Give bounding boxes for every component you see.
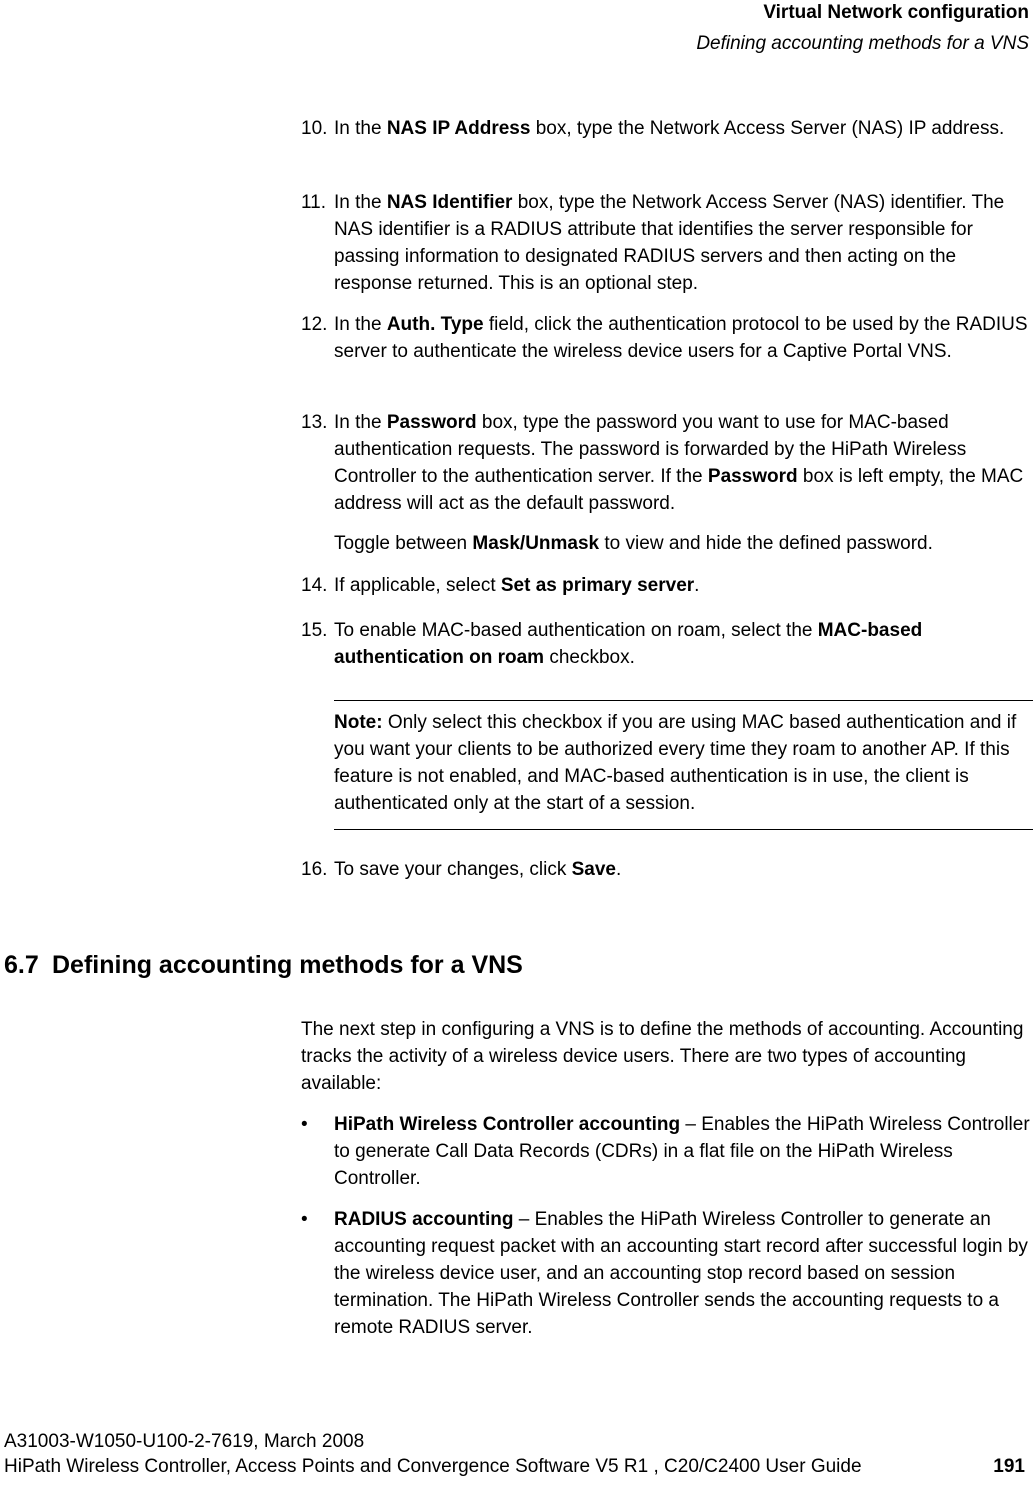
step-11: 11. In the NAS Identifier box, type the Network Access Server (NAS) identifier. The NAS identifier is a RADIUS attribute that identifies the server responsible for passing information to designated RADIUS servers and then acting on the response returned. This is an optional step. [301, 189, 1033, 297]
ui-label: MAC-based authentication on roam [334, 620, 923, 668]
bullet-icon: • [301, 1209, 308, 1230]
step-12: 12. In the Auth. Type field, click the authentication protocol to be used by the RADIUS server to authenticate the wireless device users for a Captive Portal VNS. [301, 311, 1033, 365]
ui-label: Auth. Type [386, 314, 484, 335]
section-heading [4, 951, 523, 980]
ui-label: Save [571, 859, 616, 880]
page-number: 191 [993, 1456, 1025, 1477]
section-number: 6.7 [4, 951, 39, 979]
step-10: 10. In the NAS IP Address box, type the Network Access Server (NAS) IP address. [301, 115, 1033, 142]
toggle-paragraph: Toggle between Mask/Unmask to view and hide the defined password. [334, 533, 933, 554]
ui-label: Mask [472, 533, 520, 554]
step-number: 12. [301, 314, 328, 335]
footer-doc-id: A31003-W1050-U100-2-7619, March 2008 [4, 1431, 365, 1452]
bullet-term: RADIUS accounting [334, 1209, 514, 1230]
bullet-icon: • [301, 1114, 308, 1135]
note-box [334, 700, 1033, 830]
step-16: 16. To save your changes, click Save. [301, 856, 1033, 883]
bullet-item: • RADIUS accounting – Enables the HiPath Wireless Controller to generate an accounting request packet with an accounting start record after successful login by the wireless device user, and an accounting stop record based on session termination. The HiPath Wireless Controller sends the accounting requests to a remote RADIUS server. [301, 1206, 1033, 1341]
ui-label: Password [386, 412, 477, 433]
note-text: Only select this checkbox if you are using MAC based authentication and if you want your clients to be authorized every time they roam to another AP. If this feature is not enabled, and MAC-based authentication is in use, the client is authenticated only at the start of a session. [334, 712, 1017, 814]
step-number: 11. [301, 192, 327, 213]
step-number: 14. [301, 575, 328, 596]
footer-guide-title: HiPath Wireless Controller, Access Points and Convergence Software V5 R1 , C20/C2400 User Guide [4, 1456, 862, 1477]
bullet-item: • HiPath Wireless Controller accounting – Enables the HiPath Wireless Controller to generate Call Data Records (CDRs) in a flat file on the HiPath Wireless Controller. [301, 1111, 1033, 1192]
ui-label: Unmask [525, 533, 600, 554]
step-number: 15. [301, 620, 328, 641]
step-number: 13. [301, 412, 328, 433]
section-title-text: Defining accounting methods for a VNS [52, 951, 523, 979]
note-label: Note: [334, 712, 383, 733]
intro-paragraph: The next step in configuring a VNS is to define the methods of accounting. Accounting tracks the activity of a wireless device users. There are two types of accounting available: [301, 1019, 1024, 1094]
step-13: 13. In the Password box, type the password you want to use for MAC-based authentication requests. The password is forwarded by the HiPath Wireless Controller to the authentication server. If the Password box is left empty, the MAC address will act as the default password. [301, 409, 1033, 517]
ui-label: NAS Identifier [386, 192, 513, 213]
step-number: 10. [301, 118, 328, 139]
ui-label: Password [707, 466, 798, 487]
running-header-title: Virtual Network configuration [763, 2, 1029, 23]
step-number: 16. [301, 859, 328, 880]
running-header-subtitle: Defining accounting methods for a VNS [696, 33, 1029, 54]
bullet-term: HiPath Wireless Controller accounting [334, 1114, 681, 1135]
ui-label: NAS IP Address [386, 118, 531, 139]
step-15: 15. To enable MAC-based authentication on roam, select the MAC-based authentication on roam checkbox. [301, 617, 1033, 671]
step-14: 14. If applicable, select Set as primary server. [301, 572, 1033, 599]
ui-label: Set as primary server [500, 575, 695, 596]
